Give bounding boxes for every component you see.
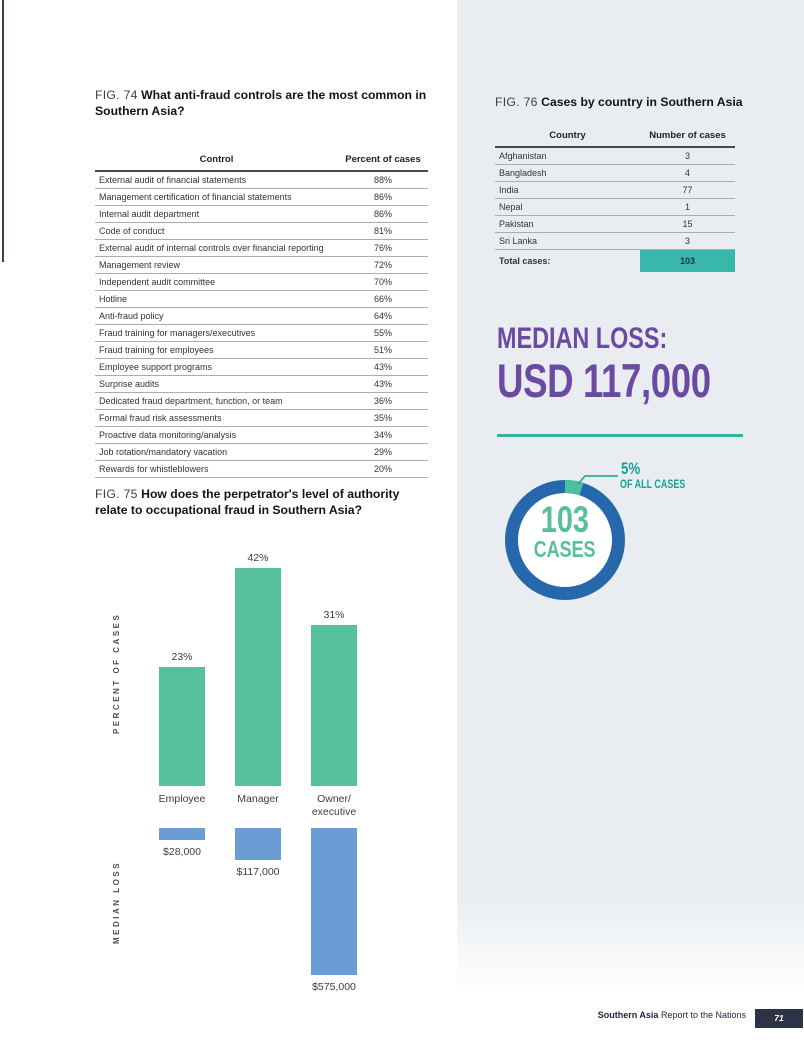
control-cell: Management review — [95, 256, 338, 273]
loss-bar — [311, 828, 357, 975]
table-row — [95, 205, 428, 222]
percent-of-cases-bar-chart — [144, 542, 372, 786]
percent-cell: 72% — [338, 256, 428, 273]
control-cell: Formal fraud risk assessments — [95, 409, 338, 426]
control-cell: Hotline — [95, 290, 338, 307]
table-row — [95, 392, 428, 409]
donut-center-text — [515, 499, 615, 562]
loss-bar — [159, 828, 205, 840]
cases-donut-chart — [497, 455, 764, 610]
median-loss-axis-label: MEDIAN LOSS — [112, 860, 121, 945]
percent-cell: 55% — [338, 324, 428, 341]
control-cell: Surprise audits — [95, 375, 338, 392]
bar-slot — [296, 828, 372, 993]
table-row — [95, 409, 428, 426]
table-row — [495, 233, 735, 250]
table-row — [95, 324, 428, 341]
control-cell: Internal audit department — [95, 205, 338, 222]
fig75-label: FIG. 75 — [95, 487, 138, 501]
percent-cell: 29% — [338, 443, 428, 460]
control-cell: Job rotation/mandatory vacation — [95, 443, 338, 460]
percent-cell: 20% — [338, 460, 428, 477]
percent-cell: 66% — [338, 290, 428, 307]
case-count-word: CASES — [534, 536, 596, 562]
percent-sub-label: OF ALL CASES — [620, 479, 686, 491]
table-row — [95, 171, 428, 189]
median-loss-callout — [497, 322, 771, 407]
bar-slot — [296, 609, 372, 786]
fig76-col-cases: Number of cases — [640, 130, 735, 147]
table-row — [495, 182, 735, 199]
table-row — [495, 165, 735, 182]
fig76-table — [495, 130, 735, 272]
table-row — [95, 460, 428, 477]
table-row — [495, 147, 735, 165]
cases-cell: 77 — [640, 182, 735, 199]
table-row — [95, 256, 428, 273]
table-row — [495, 216, 735, 233]
bar-value-label: $28,000 — [163, 846, 201, 858]
table-row — [95, 341, 428, 358]
country-cell: Bangladesh — [495, 165, 640, 182]
country-cell: Sri Lanka — [495, 233, 640, 250]
country-cell: Afghanistan — [495, 147, 640, 165]
table-row — [95, 290, 428, 307]
cases-cell: 3 — [640, 147, 735, 165]
category-label: Manager — [237, 793, 279, 805]
fig74-section — [95, 88, 428, 478]
divider-rule — [497, 434, 743, 437]
percent-cell: 43% — [338, 375, 428, 392]
control-cell: Rewards for whistleblowers — [95, 460, 338, 477]
fig74-label: FIG. 74 — [95, 88, 138, 102]
fig74-title: FIG. 74 What anti-fraud controls are the most common in Southern Asia? — [95, 88, 427, 118]
country-cell: India — [495, 182, 640, 199]
percent-cell: 35% — [338, 409, 428, 426]
category-label: Employee — [158, 793, 206, 805]
control-cell: External audit of internal controls over financial reporting — [95, 239, 338, 256]
table-row — [95, 426, 428, 443]
fig74-col-control: Control — [95, 154, 338, 171]
fig76-col-country: Country — [495, 130, 640, 147]
total-value: 103 — [640, 250, 735, 273]
percent-cell: 70% — [338, 273, 428, 290]
percent-bar — [159, 667, 205, 786]
percent-cell: 88% — [338, 171, 428, 189]
cases-cell: 1 — [640, 199, 735, 216]
median-loss-label: MEDIAN LOSS: — [497, 322, 668, 355]
table-row — [95, 443, 428, 460]
fig74-table-body — [95, 171, 428, 478]
control-cell: External audit of financial statements — [95, 171, 338, 189]
table-row — [495, 199, 735, 216]
bar-slot — [220, 828, 296, 878]
control-cell: Fraud training for managers/executives — [95, 324, 338, 341]
control-cell: Proactive data monitoring/analysis — [95, 426, 338, 443]
footer-region: Southern Asia — [597, 1010, 659, 1020]
percent-cell: 36% — [338, 392, 428, 409]
percent-bar — [235, 568, 281, 786]
cases-cell: 15 — [640, 216, 735, 233]
percent-cell: 43% — [338, 358, 428, 375]
percent-cell: 64% — [338, 307, 428, 324]
control-cell: Independent audit committee — [95, 273, 338, 290]
page-number-badge: 71 — [755, 1009, 803, 1028]
bar-value-label: 23% — [171, 651, 193, 663]
fig76-label: FIG. 76 — [495, 95, 538, 109]
fig74-col-percent: Percent of cases — [338, 154, 428, 171]
right-panel — [457, 0, 804, 995]
cases-cell: 4 — [640, 165, 735, 182]
cases-cell: 3 — [640, 233, 735, 250]
median-loss-value: USD 117,000 — [497, 353, 711, 407]
footer-report-name: Report to the Nations — [660, 1010, 746, 1020]
percent-cell: 86% — [338, 188, 428, 205]
control-cell: Anti-fraud policy — [95, 307, 338, 324]
percent-bar — [311, 625, 357, 786]
control-cell: Dedicated fraud department, function, or team — [95, 392, 338, 409]
table-row — [95, 375, 428, 392]
percent-cell: 34% — [338, 426, 428, 443]
bar-slot — [220, 552, 296, 786]
table-row — [95, 273, 428, 290]
total-label: Total cases: — [499, 256, 551, 266]
table-row — [95, 188, 428, 205]
percent-cell: 81% — [338, 222, 428, 239]
control-cell: Fraud training for employees — [95, 341, 338, 358]
percent-of-cases-axis-label: PERCENT OF CASES — [112, 612, 121, 734]
bar-slot — [144, 828, 220, 858]
fig76-title: FIG. 76 Cases by country in Southern Asia — [495, 95, 743, 109]
fig76-table-body — [495, 147, 735, 250]
bar-value-label: $575,000 — [312, 981, 356, 993]
total-row — [495, 250, 735, 273]
country-cell: Pakistan — [495, 216, 640, 233]
table-row — [95, 239, 428, 256]
table-row — [95, 358, 428, 375]
table-row — [95, 307, 428, 324]
percent-cell: 51% — [338, 341, 428, 358]
percent-cell: 86% — [338, 205, 428, 222]
case-count: 103 — [540, 499, 590, 540]
control-cell: Employee support programs — [95, 358, 338, 375]
table-row — [95, 222, 428, 239]
bar-slot — [144, 651, 220, 786]
percent-of-all-cases: 5% — [621, 459, 641, 478]
callout-line — [578, 476, 618, 484]
left-accent-line — [2, 0, 4, 262]
control-cell: Code of conduct — [95, 222, 338, 239]
control-cell: Management certification of financial statements — [95, 188, 338, 205]
category-label: Owner/ executive — [311, 793, 357, 819]
footer — [598, 1010, 746, 1020]
category-labels — [144, 793, 372, 819]
bar-value-label: $117,000 — [236, 866, 280, 878]
country-cell: Nepal — [495, 199, 640, 216]
bar-value-label: 42% — [247, 552, 269, 564]
fig75-title: FIG. 75 How does the perpetrator's level of authority relate to occupational fraud in Southern Asia? — [95, 487, 400, 517]
fig74-table — [95, 154, 428, 478]
median-loss-bar-chart — [144, 828, 372, 993]
loss-bar — [235, 828, 281, 860]
percent-cell: 76% — [338, 239, 428, 256]
bar-value-label: 31% — [323, 609, 345, 621]
